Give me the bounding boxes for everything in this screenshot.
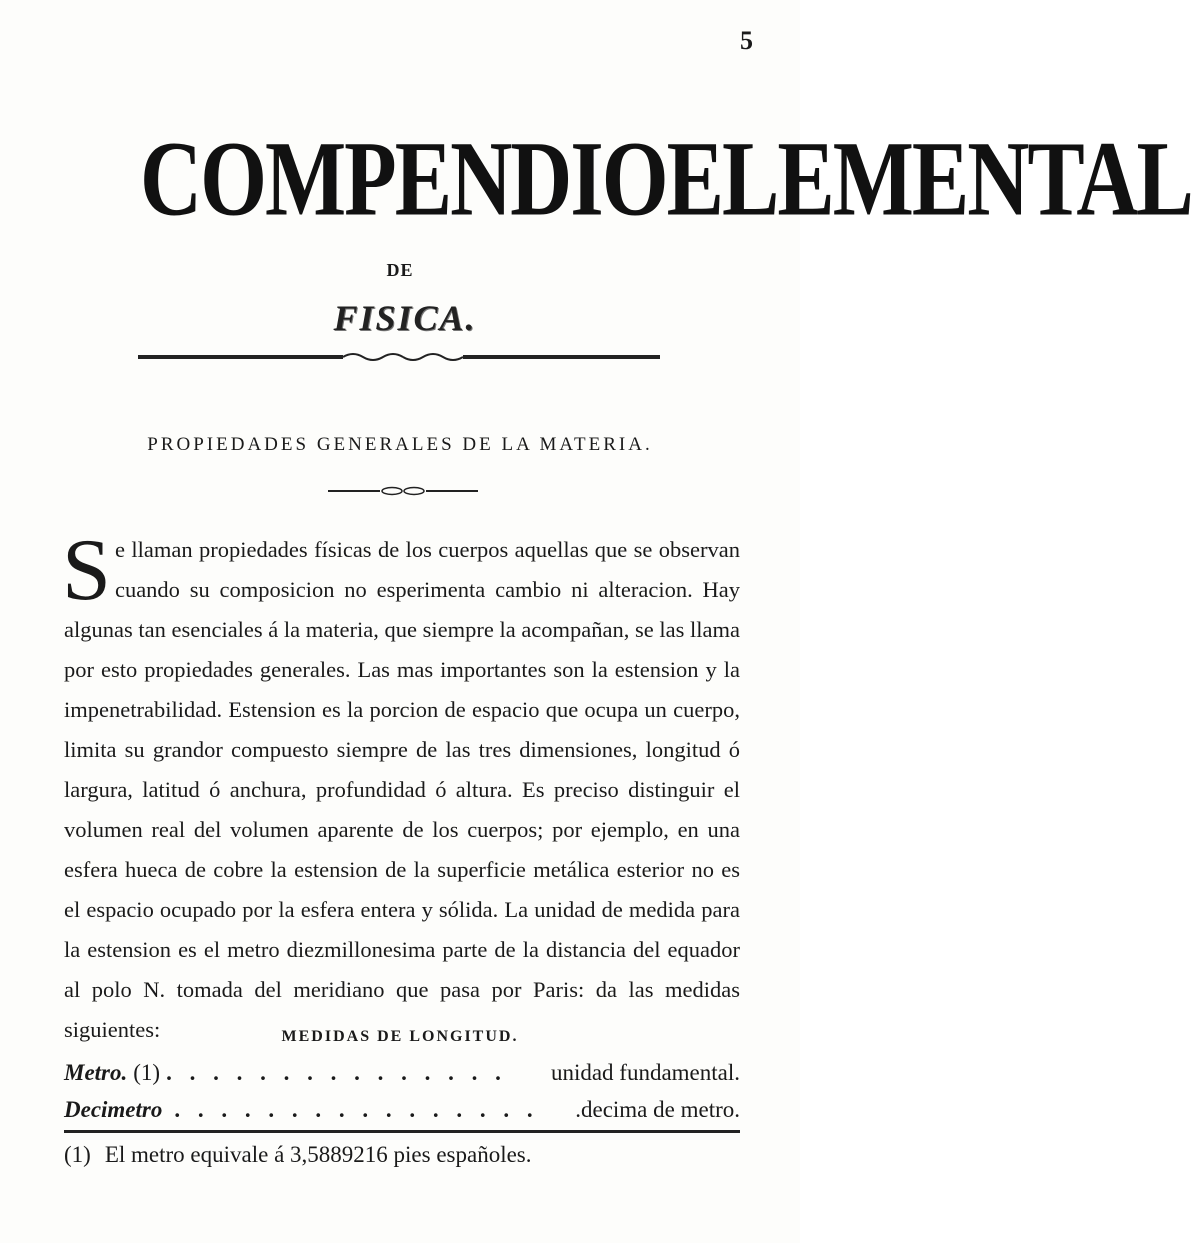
paragraph-text: e llaman propiedades físicas de los cuerpos aquellas que se observan cuando su composicion no esperimenta cambio ni alteracion. Hay algunas tan esenciales á la materia, que siempre la acompañan, se las llama por esto propiedades generales. Las mas importantes son la estension y la impenetrabilidad. Estension es la porcion de espacio que ocupa un cuerpo, limita su grandor compuesto siempre de las tres dimensiones, longitud ó largura, latitud ó anchura, profundidad ó altura. Es preciso distinguir el volumen real del volumen aparente de los cuerpos; por ejemplo, en una esfera hueca de cobre la estension de la superficie metálica esterior no es el espacio ocupado por la esfera entera y sólida. La unidad de medida para la estension es el metro diezmillonesima parte de la distancia del equador al polo N. tomada del meridiano que pasa por Paris: da las medidas siguientes: [64,537,740,1042]
dot-leader: . . . . . . . . . . . . . . . [166,1060,507,1085]
footnote-marker: (1) [64,1142,91,1167]
measure-term: Metro. [64,1060,128,1085]
measures-heading: MEDIDAS DE LONGITUD. [281,1028,519,1045]
title-connector: DE [386,260,414,280]
small-ornament-rule [328,486,478,496]
main-title-word-1: COMPENDIO [140,118,667,238]
main-title [140,118,1192,238]
measure-description: unidad fundamental. [550,1060,740,1085]
section-heading: PROPIEDADES GENERALES DE LA MATERIA. [147,434,653,455]
drop-cap: S [62,522,111,619]
main-title-word-2: ELEMENTAL [666,118,1192,238]
subject-title: FISICA. [333,298,477,338]
measure-row-metro [64,1060,740,1086]
footnote-reference: (1) [133,1060,161,1085]
footnote-text: El metro equivale á 3,5889216 pies españoles. [104,1142,532,1167]
dot-leader: . . . . . . . . . . . . . . . . [174,1097,539,1122]
measure-row-decimetro [64,1097,740,1123]
body-paragraph [62,522,740,1050]
page-number: 5 [740,26,753,55]
ornamental-rule [138,350,660,364]
measure-description: .decima de metro. [575,1097,740,1122]
footnote-divider [64,1130,740,1133]
footnote [64,1138,740,1172]
paragraph [62,522,740,1050]
measure-term: Decimetro [64,1097,163,1122]
